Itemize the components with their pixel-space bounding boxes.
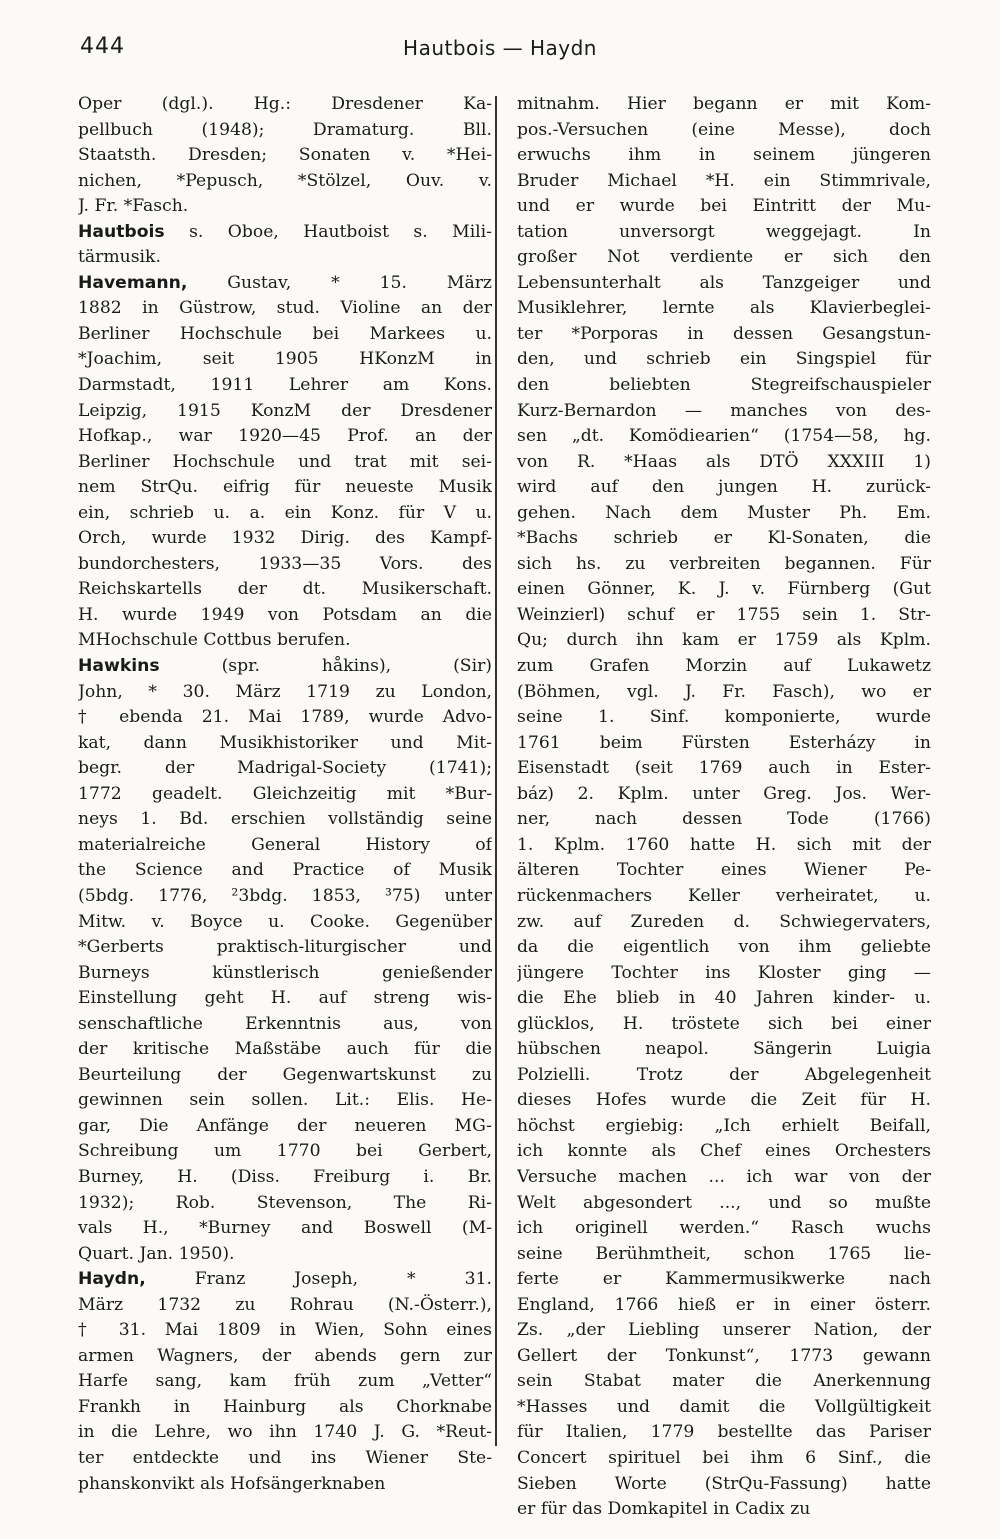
text-line (78, 1267, 492, 1293)
text-line: nichen, *Pepusch, *Stölzel, Ouv. v. (78, 170, 492, 191)
text-line: gar, Die Anfänge der neueren MG- (78, 1115, 492, 1136)
text-line: *Joachim, seit 1905 HKonzM in (78, 349, 492, 370)
text-line: er für das Domkapitel in Cadix zu (517, 1499, 811, 1520)
text-line: Bruder Michael *H. ein Stimmrivale, (517, 170, 931, 191)
right-column (517, 92, 931, 1523)
text-line: vals H., *Burney and Boswell (M- (78, 1218, 492, 1239)
text-line: 1772 geadelt. Gleichzeitig mit *Bur- (78, 783, 492, 804)
text-line: *Hasses und damit die Vollgültigkeit (517, 1396, 931, 1417)
text-line: Versuche machen ... ich war von der (517, 1166, 931, 1187)
text-line: armen Wagners, der abends gern zur (78, 1345, 492, 1366)
text-line: älteren Tochter eines Wiener Pe- (517, 860, 931, 881)
text-line: Kurz-Bernardon — manches von des- (517, 400, 931, 421)
text-line: den, und schrieb ein Singspiel für (517, 349, 931, 370)
text-line: dieses Hofes wurde die Zeit für H. (517, 1090, 931, 1111)
text-line (78, 654, 492, 680)
entry-headword: Hautbois (78, 221, 165, 242)
text-line: rückenmachers Keller verheiratet, u. (517, 885, 931, 906)
text-line: Zs. „der Liebling unserer Nation, der (517, 1320, 931, 1341)
text-line: pos.-Versuchen (eine Messe), doch (517, 119, 931, 140)
text-line: Hofkap., war 1920—45 Prof. an der (78, 426, 492, 447)
text-line: John, * 30. März 1719 zu London, (78, 681, 492, 702)
text-line (78, 220, 492, 246)
entry-text: s. Oboe, Hautboist s. Mili- (164, 221, 492, 242)
text-line: the Science and Practice of Musik (78, 860, 492, 881)
text-line: Burneys künstlerisch genießender (78, 962, 492, 983)
entry-headword: Haydn, (78, 1269, 146, 1290)
text-line: Leipzig, 1915 KonzM der Dresdener (78, 400, 492, 421)
text-line: Weinzierl) schuf er 1755 sein 1. Str- (517, 604, 931, 625)
text-line: Lebensunterhalt als Tanzgeiger und (517, 272, 931, 293)
text-line: kat, dann Musikhistoriker und Mit- (78, 732, 492, 753)
text-line: ferte er Kammermusikwerke nach (517, 1269, 931, 1290)
text-line: Oper (dgl.). Hg.: Dresdener Ka- (78, 94, 492, 114)
text-line: hübschen neapol. Sängerin Luigia (517, 1039, 931, 1060)
text-line: Concert spirituel bei ihm 6 Sinf., die (517, 1447, 931, 1468)
text-line: jüngere Tochter ins Kloster ging — (517, 962, 931, 983)
text-line: einen Gönner, K. J. v. Fürnberg (Gut (517, 579, 931, 600)
text-line: für Italien, 1779 bestellte das Pariser (517, 1422, 931, 1443)
entry-text: Franz Joseph, * 31. (145, 1269, 492, 1290)
text-line: der kritische Maßstäbe auch für die (78, 1039, 492, 1060)
text-line: sich hs. zu verbreiten begannen. Für (517, 553, 931, 574)
text-line: höchst ergiebig: „Ich erhielt Beifall, (517, 1115, 931, 1136)
text-line: glücklos, H. tröstete sich bei einer (517, 1013, 931, 1034)
text-line: ich originell werden.“ Rasch wuchs (517, 1218, 931, 1239)
text-line: Welt abgesondert ..., und so mußte (517, 1192, 931, 1213)
entry-text: Gustav, * 15. März (187, 272, 492, 293)
text-line: † ebenda 21. Mai 1789, wurde Advo- (78, 707, 492, 728)
entry-headword: Havemann, (78, 272, 188, 293)
text-line: *Gerberts praktisch-liturgischer und (78, 937, 492, 958)
text-line: materialreiche General History of (78, 834, 492, 855)
text-line: England, 1766 hieß er in einer österr. (517, 1294, 931, 1315)
text-line: zum Grafen Morzin auf Lukawetz (517, 656, 931, 677)
text-line: den beliebten Stegreifschauspieler (517, 375, 931, 396)
text-line: ich konnte als Chef eines Orchesters (517, 1141, 931, 1162)
text-line: sen „dt. Komödiearien“ (1754—58, hg. (517, 426, 931, 447)
text-line: gehen. Nach dem Muster Ph. Em. (517, 502, 931, 523)
text-line: báz) 2. Kplm. unter Greg. Jos. Wer- (517, 783, 931, 804)
text-line: zw. auf Zureden d. Schwiegervaters, (517, 911, 931, 932)
text-line: Staatsth. Dresden; Sonaten v. *Hei- (78, 145, 492, 166)
text-line: 1. Kplm. 1760 hatte H. sich mit der (517, 834, 931, 855)
text-line: erwuchs ihm in seinem jüngeren (517, 145, 931, 166)
text-line: ter *Porporas in dessen Gesangstun- (517, 323, 931, 344)
text-line: gewinnen sein sollen. Lit.: Elis. He- (78, 1090, 492, 1111)
text-line: (5bdg. 1776, ²3bdg. 1853, ³75) unter (78, 885, 492, 906)
text-line: Beurteilung der Gegenwartskunst zu (78, 1064, 492, 1085)
text-line: tation unversorgt weggejagt. In (517, 221, 931, 242)
text-line: senschaftliche Erkenntnis aus, von (78, 1013, 492, 1034)
text-line: phanskonvikt als Hofsängerknaben (78, 1473, 386, 1494)
text-line: (Böhmen, vgl. J. Fr. Fasch), wo er (517, 681, 931, 702)
text-line: Darmstadt, 1911 Lehrer am Kons. (78, 375, 492, 396)
text-line: da die eigentlich von ihm geliebte (517, 937, 931, 958)
text-line: nem StrQu. eifrig für neueste Musik (78, 477, 492, 498)
text-line: bundorchesters, 1933—35 Vors. des (78, 553, 492, 574)
left-column (78, 92, 492, 1497)
text-line: Mitw. v. Boyce u. Cooke. Gegenüber (78, 911, 492, 932)
text-line: von R. *Haas als DTÖ XXXIII 1) (517, 451, 931, 472)
text-line: sein Stabat mater die Anerkennung (517, 1371, 931, 1392)
text-line: 1761 beim Fürsten Esterházy in (517, 732, 931, 753)
text-line: J. Fr. *Fasch. (78, 196, 189, 217)
text-line: Reichskartells der dt. Musikerschaft. (78, 579, 492, 600)
column-divider (495, 96, 497, 1446)
text-line: seine Berühmtheit, schon 1765 lie- (517, 1243, 931, 1264)
text-line: † 31. Mai 1809 in Wien, Sohn eines (78, 1320, 492, 1341)
text-line: *Bachs schrieb er Kl-Sonaten, die (517, 528, 931, 549)
text-line: Burney, H. (Diss. Freiburg i. Br. (78, 1166, 492, 1187)
text-line: Berliner Hochschule und trat mit sei- (78, 451, 492, 472)
text-line: neys 1. Bd. erschien vollständig seine (78, 809, 492, 830)
text-line: und er wurde bei Eintritt der Mu- (517, 196, 931, 217)
text-line: ein, schrieb u. a. ein Konz. für V u. (78, 502, 492, 523)
text-line: ter entdeckte und ins Wiener Ste- (78, 1447, 492, 1468)
text-line (78, 271, 492, 297)
entry-text: (spr. håkins), (Sir) (159, 656, 492, 677)
text-line: pellbuch (1948); Dramaturg. Bll. (78, 119, 492, 140)
text-line: Harfe sang, kam früh zum „Vetter“ (78, 1371, 492, 1392)
text-line: begr. der Madrigal-Society (1741); (78, 758, 492, 779)
text-line: Frankh in Hainburg als Chorknabe (78, 1396, 492, 1417)
text-line: Qu; durch ihn kam er 1759 als Kplm. (517, 630, 931, 651)
text-line: Berliner Hochschule bei Markees u. (78, 323, 492, 344)
text-line: H. wurde 1949 von Potsdam an die (78, 604, 492, 625)
text-line: mitnahm. Hier begann er mit Kom- (517, 94, 931, 114)
text-line: Musiklehrer, lernte als Klavierbeglei- (517, 298, 931, 319)
text-line: 1882 in Güstrow, stud. Violine an der (78, 298, 492, 319)
text-line: in die Lehre, wo ihn 1740 J. G. *Reut- (78, 1422, 492, 1443)
text-line: Sieben Worte (StrQu-Fassung) hatte (517, 1473, 931, 1494)
text-line: Polzielli. Trotz der Abgelegenheit (517, 1064, 931, 1085)
text-line: großer Not verdiente er sich den (517, 247, 931, 268)
text-line: wird auf den jungen H. zurück- (517, 477, 931, 498)
text-line: März 1732 zu Rohrau (N.-Österr.), (78, 1294, 492, 1315)
text-line: Schreibung um 1770 bei Gerbert, (78, 1141, 492, 1162)
text-line: 1932); Rob. Stevenson, The Ri- (78, 1192, 492, 1213)
entry-headword: Hawkins (78, 656, 160, 677)
text-line: tärmusik. (78, 247, 161, 268)
text-line: MHochschule Cottbus berufen. (78, 630, 351, 651)
text-line: Einstellung geht H. auf streng wis- (78, 988, 492, 1009)
text-line: Orch, wurde 1932 Dirig. des Kampf- (78, 528, 492, 549)
page-number: 444 (80, 34, 125, 59)
text-line: die Ehe blieb in 40 Jahren kinder- u. (517, 988, 931, 1009)
text-line: Quart. Jan. 1950). (78, 1243, 235, 1264)
text-line: ner, nach dessen Tode (1766) (517, 809, 931, 830)
text-line: Gellert der Tonkunst“, 1773 gewann (517, 1345, 931, 1366)
text-line: Eisenstadt (seit 1769 auch in Ester- (517, 758, 931, 779)
text-line: seine 1. Sinf. komponierte, wurde (517, 707, 931, 728)
running-head: Hautbois — Haydn (403, 36, 597, 60)
